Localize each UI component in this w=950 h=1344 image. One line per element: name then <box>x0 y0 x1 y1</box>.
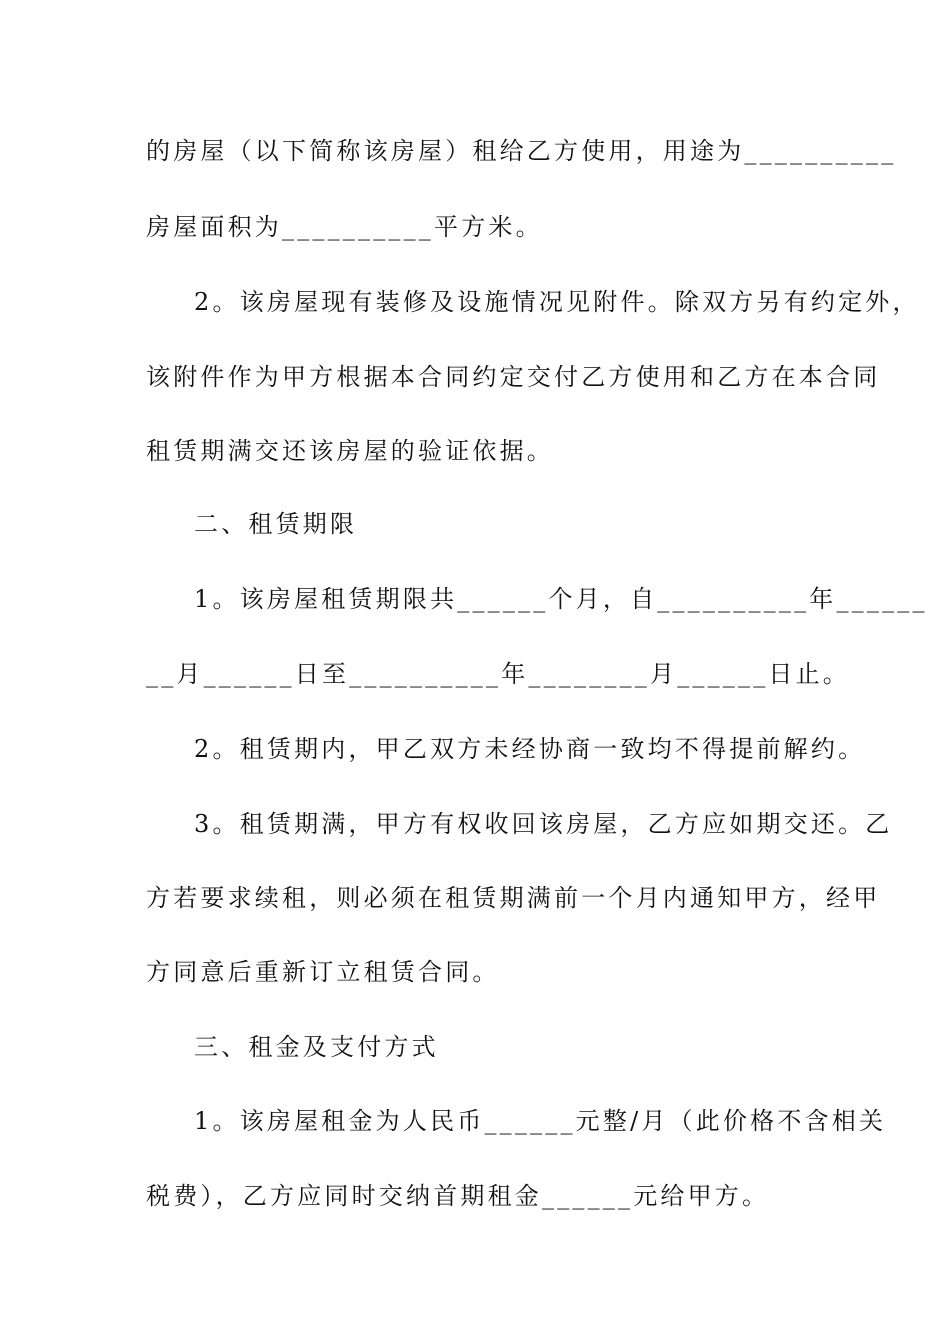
section-heading: 二、租赁期限 <box>194 510 358 538</box>
text-line: 的房屋（以下简称该房屋）租给乙方使用，用途为__________ <box>146 137 897 165</box>
text-line: 方同意后重新订立租赁合同。 <box>146 958 500 986</box>
text-line: 方若要求续租，则必须在租赁期满前一个月内通知甲方，经甲 <box>146 884 881 912</box>
text-line: 2。该房屋现有装修及设施情况见附件。除双方另有约定外， <box>194 288 920 316</box>
section-heading: 三、租金及支付方式 <box>194 1033 439 1061</box>
text-line: 税费），乙方应同时交纳首期租金______元给甲方。 <box>146 1182 770 1210</box>
text-line: 房屋面积为__________平方米。 <box>146 213 543 241</box>
text-line: 3。租赁期满，甲方有权收回该房屋，乙方应如期交还。乙 <box>194 810 893 838</box>
text-line: 1。该房屋租金为人民币______元整/月（此价格不含相关 <box>194 1107 887 1135</box>
text-line: 1。该房屋租赁期限共______个月，自__________年______ <box>194 585 928 613</box>
text-line: 租赁期满交还该房屋的验证依据。 <box>146 437 554 465</box>
text-line: 该附件作为甲方根据本合同约定交付乙方使用和乙方在本合同 <box>146 363 881 391</box>
text-line: 2。租赁期内，甲乙双方未经协商一致均不得提前解约。 <box>194 735 866 763</box>
text-line: __月______日至__________年________月______日止。 <box>146 660 850 688</box>
